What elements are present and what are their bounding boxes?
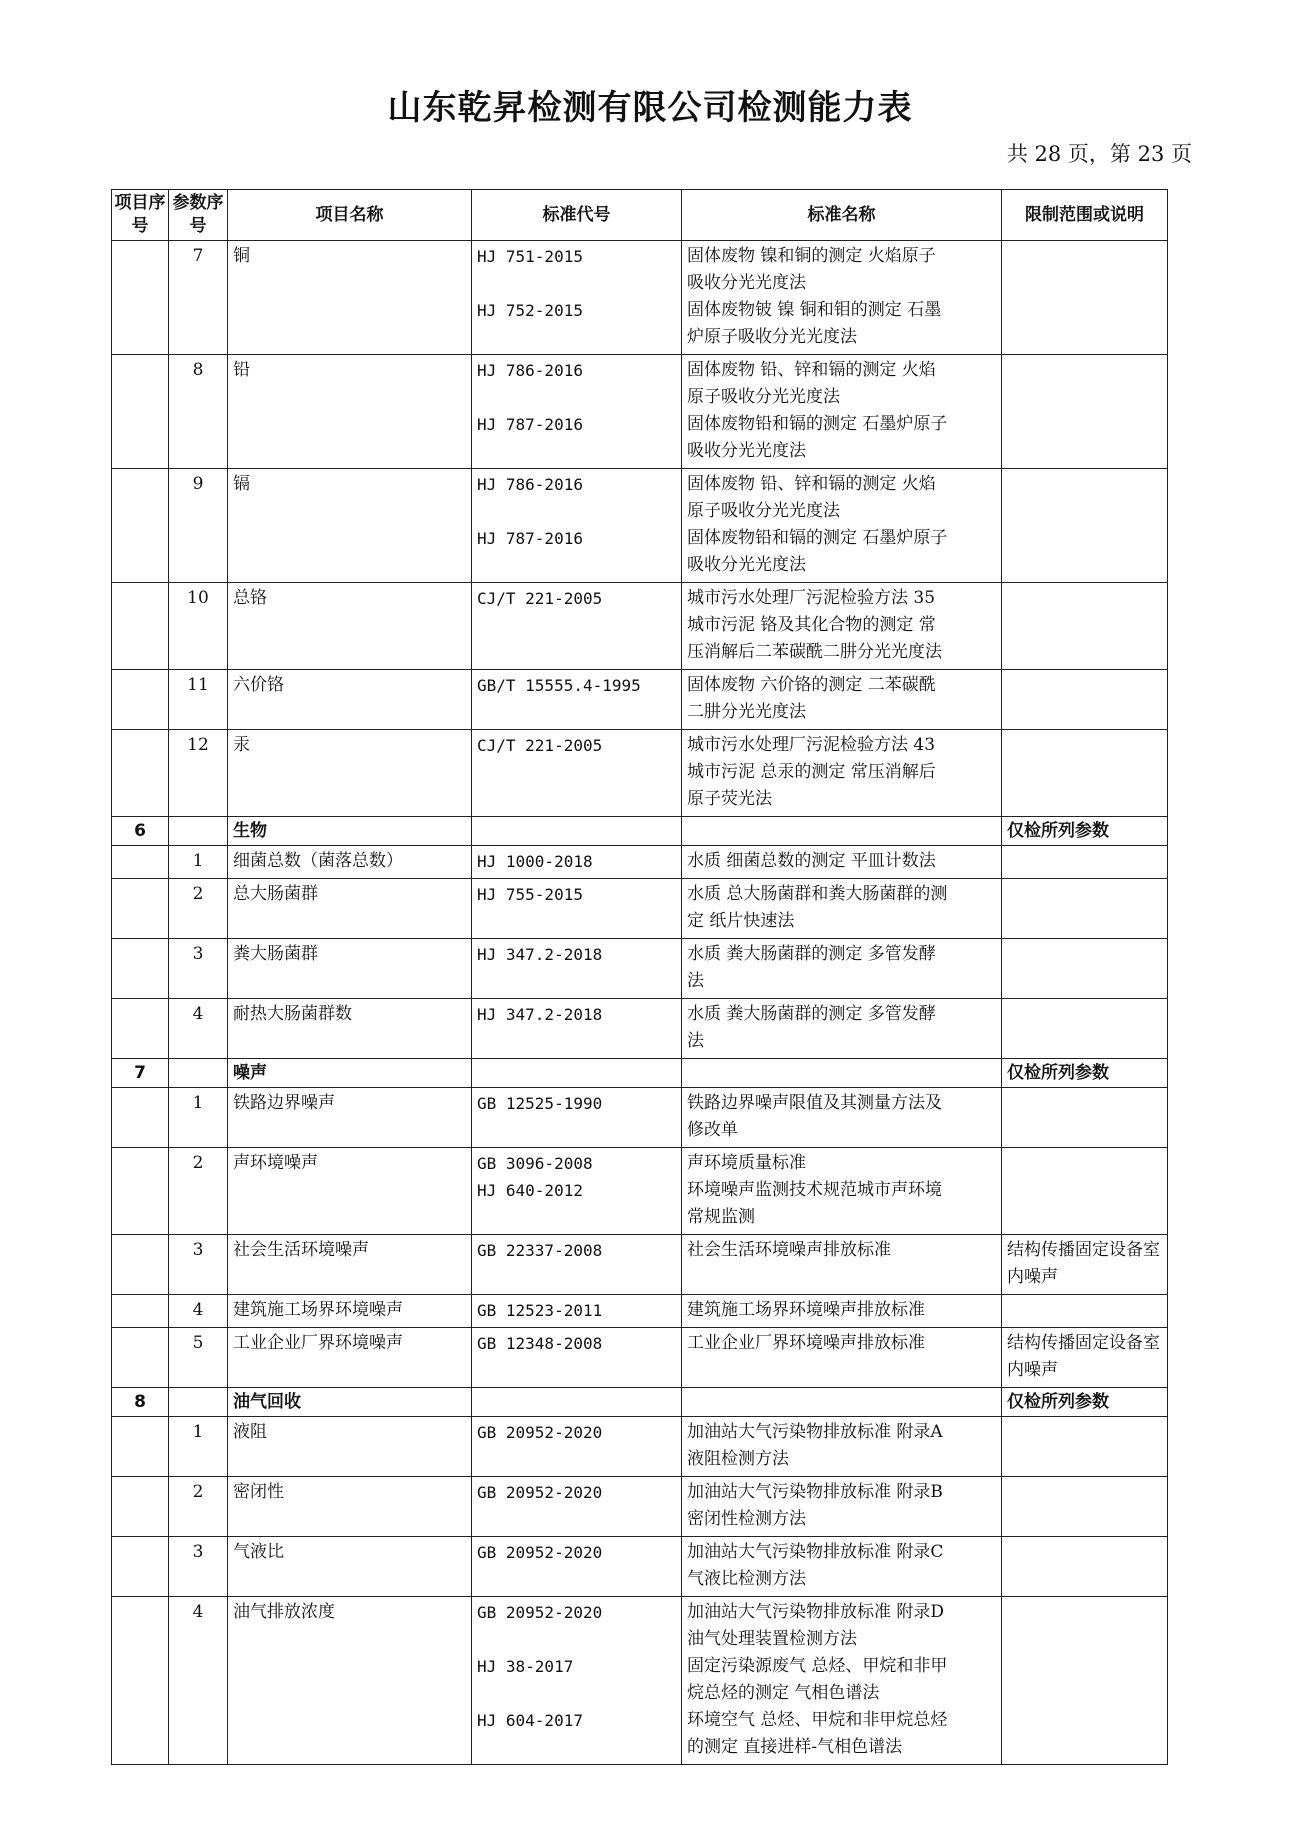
param-no-cell (169, 1388, 228, 1417)
table-row (112, 846, 1168, 879)
limit-cell (1002, 1537, 1168, 1597)
std-code: GB 20952-2020 (477, 1423, 603, 1442)
param-no-cell: 3 (169, 1537, 228, 1597)
std-code: GB 12523-2011 (477, 1301, 603, 1320)
item-name-cell: 油气排放浓度 (228, 1597, 472, 1765)
std-code-cell (472, 1235, 682, 1295)
header-param-no: 参数序号 (169, 190, 228, 241)
table-row (112, 1597, 1168, 1765)
item-name-cell: 社会生活环境噪声 (228, 1235, 472, 1295)
item-no-cell (112, 1148, 169, 1235)
table-body (112, 241, 1168, 1765)
std-name-line: 法 (687, 1031, 704, 1051)
std-code-cell (472, 1597, 682, 1765)
std-code-cell (472, 469, 682, 583)
std-code-cell (472, 1477, 682, 1537)
std-name-line: 吸收分光光度法 (687, 441, 806, 461)
std-code: CJ/T 221-2005 (477, 589, 603, 608)
std-name-line: 吸收分光光度法 (687, 555, 806, 575)
table-row (112, 879, 1168, 939)
item-no-cell (112, 879, 169, 939)
item-no-cell: 6 (112, 817, 169, 846)
std-name-line: 铁路边界噪声限值及其测量方法及 (687, 1093, 942, 1113)
std-name-line: 社会生活环境噪声排放标准 (687, 1240, 891, 1260)
table-row (112, 730, 1168, 817)
std-code (477, 270, 676, 297)
std-name-line: 水质 总大肠菌群和粪大肠菌群的测 (687, 884, 948, 904)
std-code-cell (472, 1295, 682, 1328)
std-code-cell (472, 1388, 682, 1417)
std-code (477, 384, 676, 411)
std-name-line: 的测定 直接进样-气相色谱法 (687, 1737, 903, 1757)
std-name-line: 水质 粪大肠菌群的测定 多管发酵 (687, 1004, 936, 1024)
std-name-line: 定 纸片快速法 (687, 911, 795, 931)
item-name-cell: 铁路边界噪声 (228, 1088, 472, 1148)
table-row (112, 939, 1168, 999)
std-code: GB 3096-2008 (477, 1154, 593, 1173)
std-name-line: 气液比检测方法 (687, 1569, 806, 1589)
std-code (477, 1680, 676, 1707)
std-name-line: 固定污染源废气 总烃、甲烷和非甲 (687, 1656, 948, 1676)
std-code-cell (472, 879, 682, 939)
table-row (112, 1417, 1168, 1477)
std-name-line: 水质 粪大肠菌群的测定 多管发酵 (687, 944, 936, 964)
std-name-line: 城市污泥 总汞的测定 常压消解后 (687, 762, 936, 782)
table-row (112, 1235, 1168, 1295)
std-name-line: 压消解后二苯碳酰二肼分光光度法 (687, 642, 942, 662)
std-code: HJ 787-2016 (477, 529, 583, 548)
std-name-line: 声环境质量标准 (687, 1153, 806, 1173)
item-name-cell: 铅 (228, 355, 472, 469)
header-item-no: 项目序号 (112, 190, 169, 241)
limit-cell (1002, 939, 1168, 999)
std-name-cell (682, 1388, 1002, 1417)
item-name-cell: 总大肠菌群 (228, 879, 472, 939)
std-code: HJ 751-2015 (477, 247, 583, 266)
std-name-cell (682, 1417, 1002, 1477)
header-limit: 限制范围或说明 (1002, 190, 1168, 241)
limit-cell (1002, 1295, 1168, 1328)
param-no-cell: 4 (169, 1597, 228, 1765)
std-name-line: 固体废物铅和镉的测定 石墨炉原子 (687, 528, 948, 548)
item-name-cell: 总铬 (228, 583, 472, 670)
param-no-cell: 7 (169, 241, 228, 355)
item-no-cell (112, 939, 169, 999)
table-row (112, 355, 1168, 469)
limit-cell (1002, 469, 1168, 583)
std-code: HJ 786-2016 (477, 361, 583, 380)
table-row (112, 670, 1168, 730)
limit-cell (1002, 241, 1168, 355)
std-code: HJ 786-2016 (477, 475, 583, 494)
std-code: HJ 755-2015 (477, 885, 583, 904)
std-name-cell (682, 817, 1002, 846)
std-name-line: 环境噪声监测技术规范城市声环境 (687, 1180, 942, 1200)
std-name-line: 固体废物 镍和铜的测定 火焰原子 (687, 246, 936, 266)
table-header-row (112, 190, 1168, 241)
param-no-cell: 10 (169, 583, 228, 670)
item-no-cell: 8 (112, 1388, 169, 1417)
item-no-cell (112, 999, 169, 1059)
item-no-cell (112, 1235, 169, 1295)
item-name-cell: 油气回收 (228, 1388, 472, 1417)
param-no-cell: 3 (169, 1235, 228, 1295)
std-code-cell (472, 355, 682, 469)
std-code-cell (472, 1148, 682, 1235)
header-std-code: 标准代号 (472, 190, 682, 241)
std-code-cell (472, 1059, 682, 1088)
std-name-cell (682, 1328, 1002, 1388)
item-no-cell (112, 670, 169, 730)
std-name-cell (682, 846, 1002, 879)
std-name-line: 城市污水处理厂污泥检验方法 43 (687, 735, 936, 755)
std-code-cell (472, 846, 682, 879)
std-name-line: 加油站大气污染物排放标准 附录D (687, 1602, 945, 1622)
std-code: GB 22337-2008 (477, 1241, 603, 1260)
std-code: GB 20952-2020 (477, 1543, 603, 1562)
table-row (112, 469, 1168, 583)
std-code: GB/T 15555.4-1995 (477, 676, 641, 695)
std-name-line: 固体废物 铅、锌和镉的测定 火焰 (687, 360, 936, 380)
std-name-line: 液阻检测方法 (687, 1449, 789, 1469)
std-code: GB 12525-1990 (477, 1094, 603, 1113)
std-name-line: 原子吸收分光光度法 (687, 501, 840, 521)
category-row (112, 817, 1168, 846)
std-name-cell (682, 1235, 1002, 1295)
limit-cell: 仅检所列参数 (1002, 817, 1168, 846)
table-row (112, 1328, 1168, 1388)
std-code-cell (472, 1088, 682, 1148)
std-code: HJ 347.2-2018 (477, 945, 603, 964)
limit-cell (1002, 999, 1168, 1059)
param-no-cell (169, 817, 228, 846)
std-code (477, 1626, 676, 1653)
item-no-cell (112, 469, 169, 583)
std-code: HJ 1000-2018 (477, 852, 593, 871)
page-title: 山东乾昇检测有限公司检测能力表 (387, 88, 913, 128)
std-code: HJ 604-2017 (477, 1711, 583, 1730)
std-name-line: 固体废物铍 镍 铜和钼的测定 石墨 (687, 300, 942, 320)
std-name-line: 工业企业厂界环境噪声排放标准 (687, 1333, 925, 1353)
std-name-cell (682, 670, 1002, 730)
param-no-cell: 4 (169, 1295, 228, 1328)
table-row (112, 583, 1168, 670)
limit-cell (1002, 1477, 1168, 1537)
std-name-line: 原子荧光法 (687, 789, 772, 809)
item-name-cell: 声环境噪声 (228, 1148, 472, 1235)
std-name-cell (682, 583, 1002, 670)
param-no-cell: 1 (169, 1417, 228, 1477)
std-name-cell (682, 1295, 1002, 1328)
item-name-cell: 粪大肠菌群 (228, 939, 472, 999)
std-name-cell (682, 730, 1002, 817)
param-no-cell: 2 (169, 1148, 228, 1235)
std-code-cell (472, 1537, 682, 1597)
item-no-cell (112, 1295, 169, 1328)
limit-cell (1002, 846, 1168, 879)
param-no-cell: 1 (169, 846, 228, 879)
item-no-cell (112, 1537, 169, 1597)
item-name-cell: 噪声 (228, 1059, 472, 1088)
std-name-cell (682, 1059, 1002, 1088)
std-name-line: 固体废物 铅、锌和镉的测定 火焰 (687, 474, 936, 494)
std-name-line: 城市污水处理厂污泥检验方法 35 (687, 588, 936, 608)
item-name-cell: 六价铬 (228, 670, 472, 730)
header-item-name: 项目名称 (228, 190, 472, 241)
std-code-cell (472, 939, 682, 999)
limit-cell: 结构传播固定设备室内噪声 (1002, 1235, 1168, 1295)
item-name-cell: 密闭性 (228, 1477, 472, 1537)
std-name-line: 环境空气 总烃、甲烷和非甲烷总烃 (687, 1710, 948, 1730)
std-name-line: 固体废物 六价铬的测定 二苯碳酰 (687, 675, 936, 695)
std-name-cell (682, 1537, 1002, 1597)
std-name-line: 加油站大气污染物排放标准 附录B (687, 1482, 943, 1502)
limit-cell (1002, 583, 1168, 670)
limit-cell (1002, 670, 1168, 730)
param-no-cell: 11 (169, 670, 228, 730)
std-name-line: 水质 细菌总数的测定 平皿计数法 (687, 851, 936, 871)
std-name-line: 炉原子吸收分光光度法 (687, 327, 857, 347)
std-code: HJ 640-2012 (477, 1181, 583, 1200)
std-name-line: 加油站大气污染物排放标准 附录C (687, 1542, 944, 1562)
item-name-cell: 铜 (228, 241, 472, 355)
item-name-cell: 建筑施工场界环境噪声 (228, 1295, 472, 1328)
std-code: GB 12348-2008 (477, 1334, 603, 1353)
param-no-cell: 8 (169, 355, 228, 469)
std-name-cell (682, 999, 1002, 1059)
std-name-line: 法 (687, 971, 704, 991)
param-no-cell: 2 (169, 879, 228, 939)
limit-cell: 结构传播固定设备室内噪声 (1002, 1328, 1168, 1388)
item-no-cell (112, 1328, 169, 1388)
table-row (112, 1477, 1168, 1537)
item-name-cell: 气液比 (228, 1537, 472, 1597)
limit-cell (1002, 1088, 1168, 1148)
item-name-cell: 工业企业厂界环境噪声 (228, 1328, 472, 1388)
std-code: HJ 347.2-2018 (477, 1005, 603, 1024)
std-name-cell (682, 1088, 1002, 1148)
limit-cell (1002, 1148, 1168, 1235)
item-no-cell (112, 355, 169, 469)
std-code (477, 498, 676, 525)
limit-cell: 仅检所列参数 (1002, 1388, 1168, 1417)
std-name-line: 吸收分光光度法 (687, 273, 806, 293)
item-name-cell: 液阻 (228, 1417, 472, 1477)
std-code: HJ 752-2015 (477, 301, 583, 320)
category-row (112, 1059, 1168, 1088)
std-name-line: 城市污泥 铬及其化合物的测定 常 (687, 615, 936, 635)
item-no-cell (112, 1417, 169, 1477)
std-code-cell (472, 1417, 682, 1477)
param-no-cell: 4 (169, 999, 228, 1059)
param-no-cell (169, 1059, 228, 1088)
std-code-cell (472, 999, 682, 1059)
item-no-cell (112, 1597, 169, 1765)
item-no-cell (112, 730, 169, 817)
limit-cell (1002, 879, 1168, 939)
std-code-cell (472, 241, 682, 355)
std-code: GB 20952-2020 (477, 1483, 603, 1502)
item-no-cell (112, 241, 169, 355)
std-code-cell (472, 730, 682, 817)
std-name-line: 加油站大气污染物排放标准 附录A (687, 1422, 943, 1442)
param-no-cell: 1 (169, 1088, 228, 1148)
item-no-cell (112, 1477, 169, 1537)
param-no-cell: 9 (169, 469, 228, 583)
category-row (112, 1388, 1168, 1417)
std-name-cell (682, 879, 1002, 939)
std-name-line: 建筑施工场界环境噪声排放标准 (687, 1300, 925, 1320)
table-row (112, 999, 1168, 1059)
item-no-cell (112, 846, 169, 879)
std-name-cell (682, 469, 1002, 583)
table-row (112, 1295, 1168, 1328)
table-row (112, 1537, 1168, 1597)
item-no-cell (112, 583, 169, 670)
header-std-name: 标准名称 (682, 190, 1002, 241)
std-code-cell (472, 583, 682, 670)
limit-cell (1002, 1417, 1168, 1477)
page-counter: 共 28 页，第 23 页 (1006, 142, 1192, 166)
std-code: HJ 787-2016 (477, 415, 583, 434)
std-name-line: 常规监测 (687, 1207, 755, 1227)
item-name-cell: 汞 (228, 730, 472, 817)
param-no-cell: 2 (169, 1477, 228, 1537)
std-name-line: 油气处理装置检测方法 (687, 1629, 857, 1649)
limit-cell: 仅检所列参数 (1002, 1059, 1168, 1088)
std-name-line: 二肼分光光度法 (687, 702, 806, 722)
param-no-cell: 5 (169, 1328, 228, 1388)
std-code-cell (472, 817, 682, 846)
table-row (112, 1148, 1168, 1235)
limit-cell (1002, 730, 1168, 817)
table-row (112, 1088, 1168, 1148)
item-no-cell: 7 (112, 1059, 169, 1088)
std-name-cell (682, 241, 1002, 355)
item-name-cell: 细菌总数（菌落总数） (228, 846, 472, 879)
table-row (112, 241, 1168, 355)
item-name-cell: 生物 (228, 817, 472, 846)
std-name-line: 固体废物铅和镉的测定 石墨炉原子 (687, 414, 948, 434)
std-name-line: 密闭性检测方法 (687, 1509, 806, 1529)
std-name-line: 烷总烃的测定 气相色谱法 (687, 1683, 880, 1703)
std-name-cell (682, 1148, 1002, 1235)
limit-cell (1002, 355, 1168, 469)
limit-cell (1002, 1597, 1168, 1765)
std-name-cell (682, 1477, 1002, 1537)
item-name-cell: 耐热大肠菌群数 (228, 999, 472, 1059)
std-code: GB 20952-2020 (477, 1603, 603, 1622)
std-code: HJ 38-2017 (477, 1657, 574, 1676)
param-no-cell: 12 (169, 730, 228, 817)
capability-table (111, 189, 1168, 1765)
std-code: CJ/T 221-2005 (477, 736, 603, 755)
std-name-cell (682, 939, 1002, 999)
std-code-cell (472, 1328, 682, 1388)
item-no-cell (112, 1088, 169, 1148)
std-name-line: 修改单 (687, 1120, 738, 1140)
std-name-cell (682, 1597, 1002, 1765)
std-code-cell (472, 670, 682, 730)
param-no-cell: 3 (169, 939, 228, 999)
item-name-cell: 镉 (228, 469, 472, 583)
std-name-line: 原子吸收分光光度法 (687, 387, 840, 407)
std-name-cell (682, 355, 1002, 469)
